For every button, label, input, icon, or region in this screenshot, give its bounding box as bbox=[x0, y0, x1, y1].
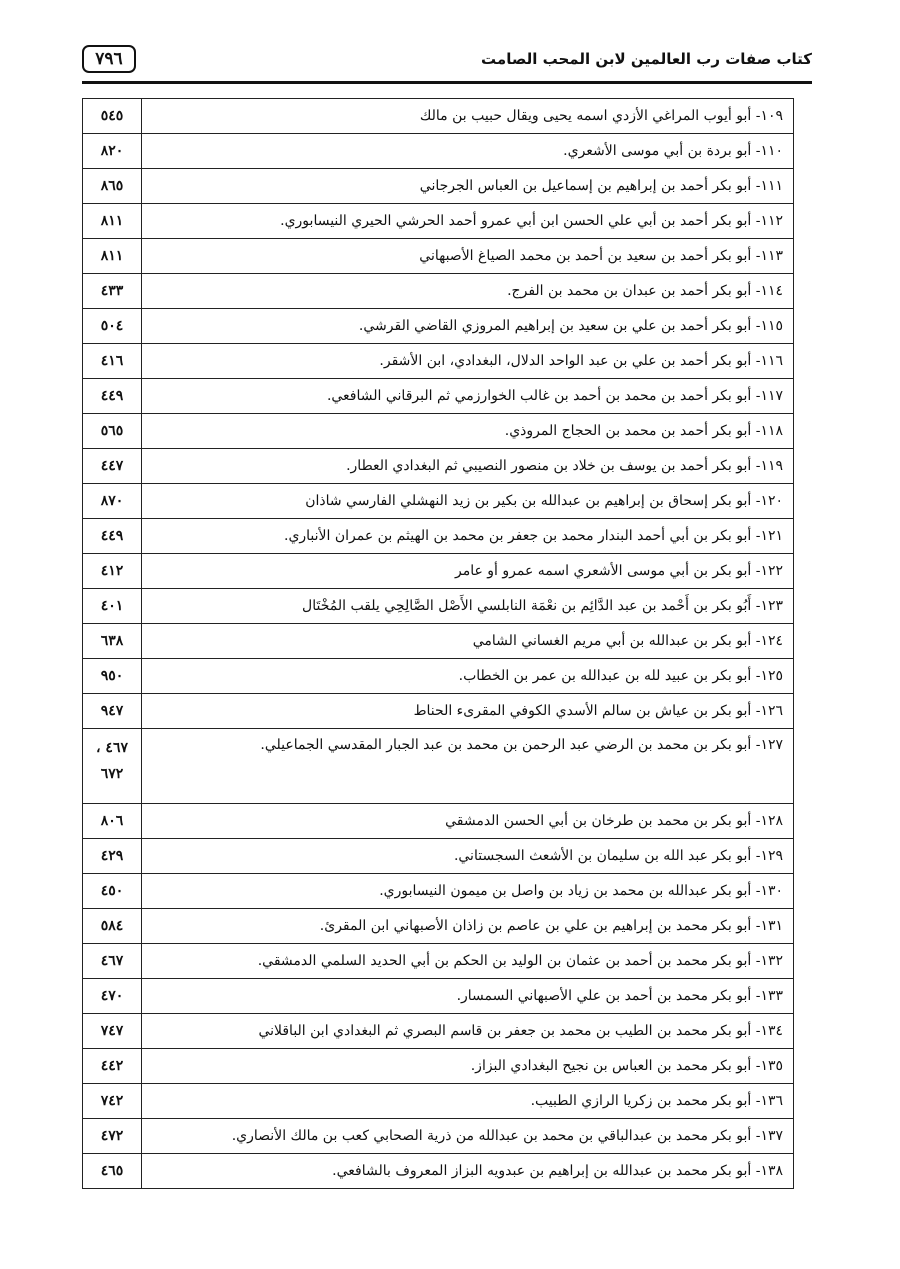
table-row bbox=[83, 414, 794, 449]
table-row bbox=[83, 1154, 794, 1189]
entry-pages: ٤٧٢ bbox=[83, 1119, 142, 1154]
entry-pages: ٤٥٠ bbox=[83, 874, 142, 909]
entry-name: ١٢٤- أبو بكر بن عبدالله بن أبي مريم الغساني الشامي bbox=[142, 624, 794, 659]
entry-name: ١١٤- أبو بكر أحمد بن عبدان بن محمد بن الفرج. bbox=[142, 274, 794, 309]
table-row bbox=[83, 204, 794, 239]
entry-name: ١٠٩- أبو أيوب المراغي الأزدي اسمه يحيى ويقال حبيب بن مالك bbox=[142, 99, 794, 134]
entry-name: ١٣٧- أبو بكر محمد بن عبدالباقي بن محمد بن عبدالله من ذرية الصحابي كعب بن مالك الأنصاري. bbox=[142, 1119, 794, 1154]
entry-pages: ٥٠٤ bbox=[83, 309, 142, 344]
entry-name: ١١٠- أبو بردة بن أبي موسى الأشعري. bbox=[142, 134, 794, 169]
entry-pages: ٦٣٨ bbox=[83, 624, 142, 659]
entry-pages: ٤٤٩ bbox=[83, 379, 142, 414]
entry-pages: ٥٤٥ bbox=[83, 99, 142, 134]
table-row bbox=[83, 1119, 794, 1154]
table-row bbox=[83, 484, 794, 519]
entry-pages-line: ٦٧٢ bbox=[100, 766, 124, 782]
table-row bbox=[83, 239, 794, 274]
table-row bbox=[83, 1084, 794, 1119]
entry-name: ١٣٨- أبو بكر محمد بن عبدالله بن إبراهيم بن عبدويه البزاز المعروف بالشافعي. bbox=[142, 1154, 794, 1189]
entry-name: ١١٢- أبو بكر أحمد بن أبي علي الحسن ابن أبي عمرو أحمد الحرشي الحيري النيسابوري. bbox=[142, 204, 794, 239]
page-number: ٧٩٦ bbox=[82, 45, 136, 73]
index-table bbox=[82, 98, 794, 1189]
entry-name: ١٣١- أبو بكر محمد بن إبراهيم بن علي بن عاصم بن زاذان الأصبهاني ابن المقرئ. bbox=[142, 909, 794, 944]
header-rule bbox=[82, 81, 812, 84]
table-row bbox=[83, 379, 794, 414]
entry-name: ١٢١- أبو بكر بن أبي أحمد البندار محمد بن جعفر بن محمد بن الهيثم بن عمران الأنباري. bbox=[142, 519, 794, 554]
table-row bbox=[83, 624, 794, 659]
table-row bbox=[83, 909, 794, 944]
table-row bbox=[83, 944, 794, 979]
entry-pages: ٥٦٥ bbox=[83, 414, 142, 449]
entry-name: ١١١- أبو بكر أحمد بن إبراهيم بن إسماعيل بن العباس الجرجاني bbox=[142, 169, 794, 204]
entry-name: ١٢٥- أبو بكر بن عبيد لله بن عبدالله بن عمر بن الخطاب. bbox=[142, 659, 794, 694]
entry-name: ١٢٨- أبو بكر بن محمد بن طرخان بن أبي الحسن الدمشقي bbox=[142, 804, 794, 839]
entry-pages: ٨٠٦ bbox=[83, 804, 142, 839]
table-row bbox=[83, 99, 794, 134]
entry-name: ١٣٢- أبو بكر محمد بن أحمد بن عثمان بن الوليد بن الحكم بن أبي الحديد السلمي الدمشقي. bbox=[142, 944, 794, 979]
table-row bbox=[83, 309, 794, 344]
table-row bbox=[83, 519, 794, 554]
table-row bbox=[83, 449, 794, 484]
table-row bbox=[83, 1014, 794, 1049]
table-row bbox=[83, 804, 794, 839]
entry-name: ١١٣- أبو بكر أحمد بن سعيد بن أحمد بن محمد الصياغ الأصبهاني bbox=[142, 239, 794, 274]
index-table-body bbox=[83, 99, 794, 1189]
entry-pages: ٨٦٥ bbox=[83, 169, 142, 204]
entry-pages: ٤٤٩ bbox=[83, 519, 142, 554]
entry-pages-line: ٤٦٧ ، bbox=[96, 740, 128, 756]
table-row bbox=[83, 839, 794, 874]
table-row bbox=[83, 694, 794, 729]
entry-pages: ٤٠١ bbox=[83, 589, 142, 624]
entry-pages: ٩٤٧ bbox=[83, 694, 142, 729]
entry-name: ١١٧- أبو بكر أحمد بن محمد بن أحمد بن غالب الخوارزمي ثم البرقاني الشافعي. bbox=[142, 379, 794, 414]
table-row bbox=[83, 589, 794, 624]
entry-pages: ٤٤٢ bbox=[83, 1049, 142, 1084]
entry-pages: ٤١٢ bbox=[83, 554, 142, 589]
entry-pages: ٤٢٩ bbox=[83, 839, 142, 874]
entry-name: ١٣٤- أبو بكر محمد بن الطيب بن محمد بن جعفر بن قاسم البصري ثم البغدادي ابن الباقلاني bbox=[142, 1014, 794, 1049]
entry-pages: ٩٥٠ bbox=[83, 659, 142, 694]
entry-name: ١٢٧- أبو بكر بن محمد بن الرضي عبد الرحمن بن محمد بن عبد الجبار المقدسي الجماعيلي. bbox=[142, 729, 794, 804]
entry-pages: ٨١١ bbox=[83, 204, 142, 239]
book-title: كتاب صفات رب العالمين لابن المحب الصامت bbox=[481, 50, 812, 68]
table-row bbox=[83, 344, 794, 379]
table-row bbox=[83, 1049, 794, 1084]
table-row bbox=[83, 169, 794, 204]
table-row bbox=[83, 979, 794, 1014]
entry-pages bbox=[83, 729, 142, 804]
table-row bbox=[83, 729, 794, 804]
entry-pages: ٤٤٧ bbox=[83, 449, 142, 484]
entry-name: ١٣٣- أبو بكر محمد بن أحمد بن علي الأصبهاني السمسار. bbox=[142, 979, 794, 1014]
entry-name: ١٣٥- أبو بكر محمد بن العباس بن نجيح البغدادي البزاز. bbox=[142, 1049, 794, 1084]
page-header bbox=[82, 38, 812, 82]
entry-name: ١٢٩- أبو بكر عبد الله بن سليمان بن الأشعث السجستاني. bbox=[142, 839, 794, 874]
entry-name: ١٢٢- أبو بكر بن أبي موسى الأشعري اسمه عمرو أو عامر bbox=[142, 554, 794, 589]
table-row bbox=[83, 274, 794, 309]
entry-pages: ٨٢٠ bbox=[83, 134, 142, 169]
entry-pages: ٧٤٢ bbox=[83, 1084, 142, 1119]
entry-name: ١٢٣- أَبُو بكر بن أَحْمد بن عبد الدَّائِم بن نعْمَة النابلسي الأَصْل الصَّالِحِي يلقب المُخْتَال bbox=[142, 589, 794, 624]
entry-pages: ٥٨٤ bbox=[83, 909, 142, 944]
entry-name: ١١٨- أبو بكر أحمد بن محمد بن الحجاج المروذي. bbox=[142, 414, 794, 449]
entry-pages: ٧٤٧ bbox=[83, 1014, 142, 1049]
table-row bbox=[83, 874, 794, 909]
entry-name: ١٢٦- أبو بكر بن عياش بن سالم الأسدي الكوفي المقرىء الحناط bbox=[142, 694, 794, 729]
entry-name: ١١٥- أبو بكر أحمد بن علي بن سعيد بن إبراهيم المروزي القاضي القرشي. bbox=[142, 309, 794, 344]
entry-pages: ٨٧٠ bbox=[83, 484, 142, 519]
entry-pages: ٤٦٥ bbox=[83, 1154, 142, 1189]
entry-name: ١١٦- أبو بكر أحمد بن علي بن عبد الواحد الدلال، البغدادي، ابن الأشقر. bbox=[142, 344, 794, 379]
entry-pages: ٤٧٠ bbox=[83, 979, 142, 1014]
entry-pages: ٨١١ bbox=[83, 239, 142, 274]
entry-name: ١٣٦- أبو بكر محمد بن زكريا الرازي الطبيب. bbox=[142, 1084, 794, 1119]
entry-pages: ٤١٦ bbox=[83, 344, 142, 379]
entry-pages: ٤٦٧ bbox=[83, 944, 142, 979]
table-row bbox=[83, 659, 794, 694]
entry-name: ١١٩- أبو بكر أحمد بن يوسف بن خلاد بن منصور النصيبي ثم البغدادي العطار. bbox=[142, 449, 794, 484]
table-row bbox=[83, 134, 794, 169]
entry-name: ١٢٠- أبو بكر إسحاق بن إبراهيم بن عبدالله بن بكير بن زيد النهشلي الفارسي شاذان bbox=[142, 484, 794, 519]
entry-pages: ٤٣٣ bbox=[83, 274, 142, 309]
table-row bbox=[83, 554, 794, 589]
entry-name: ١٣٠- أبو بكر عبدالله بن محمد بن زياد بن واصل بن ميمون النيسابوري. bbox=[142, 874, 794, 909]
